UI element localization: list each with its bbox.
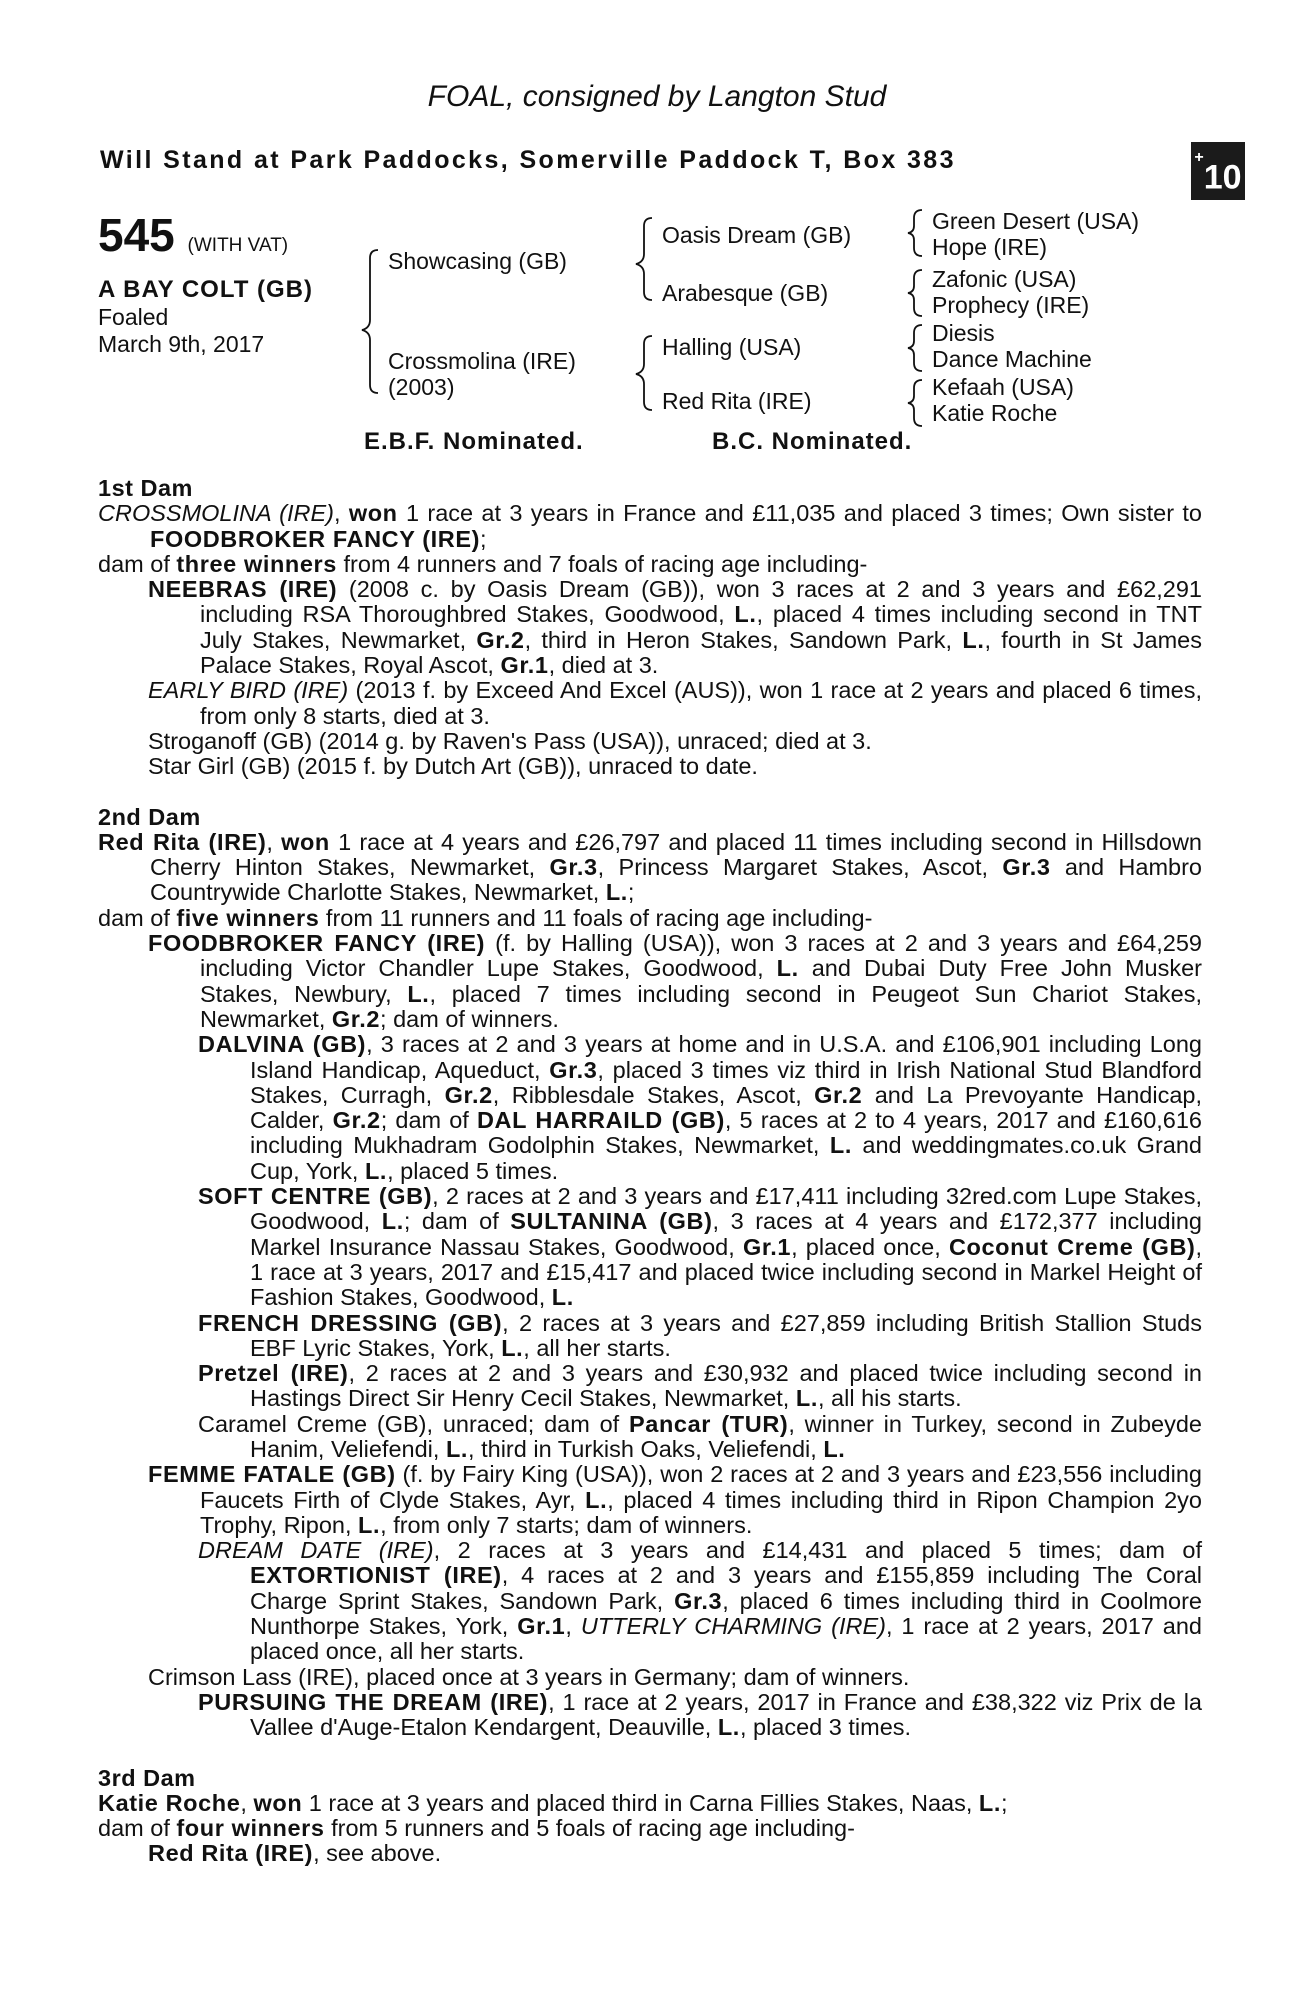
text: dam of	[98, 1815, 177, 1842]
first-dam-produce-summary	[98, 550, 1202, 577]
grade: Gr.3	[549, 1056, 598, 1083]
produce-neebras	[148, 576, 1203, 679]
horse-name: DALVINA (GB)	[198, 1031, 367, 1058]
text: ,	[565, 1613, 581, 1640]
produce-dream-date	[198, 1537, 1202, 1665]
horse-name: DREAM DATE (IRE)	[198, 1537, 434, 1564]
text: , placed 3 times viz third in Irish National Stud Blandford Stakes, Curragh,	[250, 1056, 1202, 1108]
pedigree-dam-dam: Red Rita (IRE)	[662, 388, 812, 414]
pedigree-dam-sire: Halling (USA)	[662, 334, 802, 360]
horse-name: Pretzel (IRE)	[198, 1360, 349, 1387]
text: , placed 4 times including second in TNT July Stakes, Newmarket,	[200, 601, 1202, 653]
grade: L.	[358, 1511, 381, 1538]
text: , Princess Margaret Stakes, Ascot,	[597, 854, 1003, 881]
second-dam-name: Red Rita (IRE)	[98, 828, 267, 855]
grade: L.	[501, 1334, 524, 1361]
vat-label: (WITH VAT)	[187, 235, 289, 256]
pedigree-gen3-1: Green Desert (USA)	[932, 208, 1140, 234]
text: , fourth in St James Palace Stakes, Royal Ascot,	[200, 626, 1202, 679]
grade: L.	[978, 1789, 1001, 1816]
pedigree-sire-dam: Arabesque (GB)	[662, 280, 829, 306]
text: , Ribblesdale Stakes, Ascot,	[492, 1081, 815, 1108]
text: ; dam of winners.	[380, 1005, 559, 1032]
text: , placed once,	[791, 1233, 949, 1260]
third-dam-heading: 3rd Dam	[98, 1764, 196, 1791]
horse-name: EXTORTIONIST (IRE)	[250, 1562, 502, 1589]
text: , 2 races at 3 years and £14,431 and placed 5 times; dam of	[433, 1537, 1202, 1564]
grade: L.	[962, 626, 985, 653]
produce-femme-fatale	[148, 1461, 1202, 1538]
horse-name: Red Rita (IRE)	[148, 1840, 314, 1867]
first-dam-heading: 1st Dam	[98, 475, 193, 501]
lot-number-value: 545	[98, 209, 175, 261]
won-label: won	[281, 828, 330, 855]
text: , 2 races at 2 and 3 years and £30,932 and placed twice including second in Hastings Direct Sir Henry Cecil Stakes, Newmarket,	[250, 1360, 1202, 1412]
produce-french-dressing	[198, 1309, 1202, 1362]
second-dam-entry: Red Rita (IRE), won 1 race at 4 years and £26,797 and placed 11 times including second in Hillsdown Cherry Hinton Stakes, Newmarket, Gr.3, Princess Margaret Stakes, Ascot, Gr.3 and Hambro Countrywide Charlotte Stakes, Newmarket, L.;	[98, 828, 1203, 906]
text: , 5 races at 2 to 4 years, 2017 and £160,616 including Mukhadram Godolphin Stakes, Newmarket,	[250, 1107, 1203, 1159]
horse-name: FEMME FATALE (GB)	[148, 1461, 396, 1488]
text: dam of	[98, 904, 177, 931]
consignor-line: FOAL, consigned by Langton Stud	[427, 80, 887, 113]
produce-crimson-lass: Crimson Lass (IRE), placed once at 3 years in Germany; dam of winners.	[148, 1663, 910, 1690]
produce-star-girl: Star Girl (GB) (2015 f. by Dutch Art (GB)), unraced to date.	[148, 753, 758, 780]
punct: ;	[480, 525, 487, 552]
grade: L.	[776, 955, 799, 982]
text: and weddingmates.co.uk Grand Cup, York,	[250, 1132, 1202, 1184]
text: , third in Heron Stakes, Sandown Park,	[524, 626, 963, 653]
won-label: won	[348, 500, 398, 527]
grade: L.	[795, 1385, 818, 1412]
horse-name: UTTERLY CHARMING (IRE)	[580, 1613, 886, 1640]
grade: L.	[585, 1486, 608, 1513]
text: 1 race at 4 years and £26,797 and placed 11 times including second in Hillsdown Cherry Hinton Stakes, Newmarket,	[150, 828, 1203, 881]
brace-gen2-sire	[636, 218, 652, 300]
text: , 1 race at 3 years, 2017 and £15,417 and placed twice including second in Markel Height of Fashion Stakes, Goodwood,	[250, 1233, 1202, 1311]
pedigree-gen3-8: Katie Roche	[932, 400, 1058, 426]
text: (2008 c. by Oasis Dream (GB)), won 3 races at 2 and 3 years and £62,291 including RSA Thoroughbred Stakes, Goodwood,	[200, 576, 1203, 628]
brace-gen3-4	[908, 380, 922, 426]
grade: L.	[605, 879, 628, 906]
won-label: won	[253, 1789, 303, 1816]
pedigree-gen3-3: Zafonic (USA)	[932, 266, 1077, 292]
text: from 4 runners and 7 foals of racing age including-	[336, 550, 868, 577]
sister-name: FOODBROKER FANCY (IRE)	[150, 525, 481, 552]
text: and Hambro Countrywide Charlotte Stakes, Newmarket,	[150, 854, 1202, 906]
pedigree-gen3-5: Diesis	[932, 320, 995, 346]
produce-early-bird	[148, 677, 1202, 729]
grade: Gr.2	[814, 1081, 863, 1108]
horse-name: FRENCH DRESSING (GB)	[198, 1309, 503, 1336]
grade: L.	[364, 1157, 388, 1184]
text: , 1 race at 2 years, 2017 in France and £38,322 viz Prix de la Vallee d'Auge-Etalon Kendargent, Deauville,	[250, 1688, 1202, 1741]
brace-gen2-dam	[636, 336, 652, 410]
text: ; dam of	[403, 1208, 511, 1235]
pedigree-dam-year: (2003)	[388, 374, 455, 400]
bc-nominated: B.C. Nominated.	[712, 428, 913, 455]
grade: L.	[823, 1435, 846, 1462]
horse-name: Coconut Creme (GB)	[948, 1233, 1196, 1260]
grade: L.	[407, 980, 430, 1007]
winners-count: three winners	[176, 550, 337, 577]
grade: Gr.3	[549, 854, 598, 881]
horse-name: DAL HARRAILD (GB)	[476, 1107, 725, 1134]
text: , 2 races at 3 years and £27,859 including British Stallion Studs EBF Lyric Stakes, York,	[250, 1309, 1202, 1361]
first-dam-name: CROSSMOLINA (IRE)	[98, 500, 334, 527]
text: ;	[1001, 1789, 1008, 1816]
produce-dalvina	[198, 1031, 1203, 1184]
first-dam-entry: CROSSMOLINA (IRE), won 1 race at 3 years in France and £11,035 and placed 3 times; Own sister to FOODBROKER FANCY (IRE);	[98, 500, 1203, 552]
pedigree-gen3-4: Prophecy (IRE)	[932, 292, 1090, 318]
winners-count: four winners	[176, 1815, 325, 1842]
third-dam-name: Katie Roche	[98, 1789, 241, 1816]
text: 1 race at 3 years and placed third in Carna Fillies Stakes, Naas,	[302, 1789, 979, 1816]
brace-gen1	[362, 250, 378, 393]
produce-foodbroker-fancy	[148, 930, 1202, 1032]
text: , 3 races at 4 years and £172,377 including Markel Insurance Nassau Stakes, Goodwood,	[250, 1208, 1202, 1260]
second-dam-produce-summary	[98, 904, 1202, 931]
text: , 3 races at 2 and 3 years at home and in U.S.A. and £106,901 including Long Island Handicap, Aqueduct,	[250, 1031, 1202, 1083]
grade: Gr.1	[517, 1613, 566, 1640]
badge-plus: +	[1194, 149, 1204, 166]
text: and Dubai Duty Free John Musker Stakes, Newbury,	[200, 955, 1202, 1007]
grade: L.	[829, 1132, 852, 1159]
grade: Gr.2	[332, 1107, 381, 1134]
ebf-nominated: E.B.F. Nominated.	[364, 428, 584, 455]
pedigree-gen3-6: Dance Machine	[932, 346, 1092, 372]
grade: Gr.2	[476, 626, 525, 653]
foaled-date: March 9th, 2017	[98, 331, 265, 357]
second-dam-heading: 2nd Dam	[98, 803, 201, 830]
text: ;	[627, 879, 635, 906]
grade: L.	[717, 1714, 740, 1741]
third-dam-entry: Katie Roche, won 1 race at 3 years and placed third in Carna Fillies Stakes, Naas, L.;	[98, 1789, 1008, 1816]
text: , placed 6 times including third in Coolmore Nunthorpe Stakes, York,	[250, 1587, 1202, 1640]
produce-red-rita	[148, 1840, 1202, 1867]
grade: Gr.3	[1002, 854, 1051, 881]
text: , placed 5 times.	[387, 1157, 559, 1184]
produce-stroganoff: Stroganoff (GB) (2014 g. by Raven's Pass (USA)), unraced; died at 3.	[148, 727, 872, 754]
grade: L.	[551, 1284, 574, 1311]
horse-name: FOODBROKER FANCY (IRE)	[148, 930, 486, 957]
horse-name: EARLY BIRD (IRE)	[148, 677, 349, 704]
text: from 11 runners and 11 foals of racing age including-	[319, 904, 873, 931]
grade: Gr.1	[742, 1233, 792, 1260]
text: , all his starts.	[817, 1385, 962, 1412]
text: and La Prevoyante Handicap, Calder,	[250, 1081, 1203, 1134]
first-dam-intro: 1 race at 3 years in France and £11,035 and placed 3 times; Own sister to	[397, 500, 1203, 527]
pedigree-sire-sire: Oasis Dream (GB)	[662, 222, 852, 248]
text: (f. by Fairy King (USA)), won 2 races at 2 and 3 years and £23,556 including Faucets Firth of Clyde Stakes, Ayr,	[200, 1461, 1202, 1513]
stand-location: Will Stand at Park Paddocks, Somerville Paddock T, Box 383	[100, 146, 956, 174]
text: , see above.	[313, 1840, 442, 1867]
produce-pretzel	[198, 1360, 1202, 1412]
text: , third in Turkish Oaks, Veliefendi,	[468, 1435, 824, 1462]
text: dam of	[98, 550, 177, 577]
horse-name: SOFT CENTRE (GB)	[198, 1183, 433, 1210]
third-dam-produce-summary	[98, 1815, 1202, 1842]
horse-name: SULTANINA (GB)	[510, 1208, 713, 1235]
grade: L.	[445, 1435, 469, 1462]
catalogue-body	[98, 476, 1202, 1867]
text: from 5 runners and 5 foals of racing age including-	[324, 1815, 855, 1842]
pedigree-sire: Showcasing (GB)	[388, 248, 567, 274]
text: , 1 race at 2 years, 2017 and placed once, all her starts.	[250, 1613, 1202, 1665]
horse-name: Pancar (TUR)	[629, 1410, 789, 1437]
horse-name: NEEBRAS (IRE)	[148, 576, 338, 603]
foaled-label: Foaled	[98, 304, 169, 330]
produce-pursuing-the-dream	[198, 1688, 1202, 1741]
produce-caramel-creme	[198, 1410, 1202, 1463]
text: , from only 7 starts; dam of winners.	[380, 1511, 753, 1538]
grade: L.	[381, 1208, 404, 1235]
text: (f. by Halling (USA)), won 3 races at 2 and 3 years and £64,259 including Victor Chandler Lupe Stakes, Goodwood,	[200, 930, 1202, 982]
pedigree-gen3-2: Hope (IRE)	[932, 234, 1048, 260]
grade: Gr.2	[331, 1005, 381, 1032]
text: , placed 3 times.	[739, 1714, 912, 1741]
text: , died at 3.	[548, 652, 659, 679]
text: ; dam of	[380, 1107, 477, 1134]
grade: L.	[734, 601, 757, 628]
text: , winner in Turkey, second in Zubeyde Hanim, Veliefendi,	[250, 1410, 1202, 1462]
text: , placed 7 times including second in Peugeot Sun Chariot Stakes, Newmarket,	[200, 980, 1202, 1032]
grade: Gr.3	[674, 1587, 723, 1614]
text: , 4 races at 2 and 3 years and £155,859 including The Coral Charge Sprint Stakes, Sandown Park,	[250, 1562, 1202, 1614]
brace-gen3-2	[908, 270, 922, 316]
grade: Gr.2	[444, 1081, 493, 1108]
brace-gen3-1	[908, 210, 922, 256]
pedigree-braces	[0, 0, 1314, 470]
produce-soft-centre	[198, 1183, 1203, 1311]
text: (2013 f. by Exceed And Excel (AUS)), won 1 race at 2 years and placed 6 times, from only 8 starts, died at 3.	[200, 677, 1202, 729]
text: , 2 races at 2 and 3 years and £17,411 including 32red.com Lupe Stakes, Goodwood,	[250, 1183, 1203, 1235]
text: Caramel Creme (GB), unraced; dam of	[198, 1410, 629, 1437]
pedigree-gen3-7: Kefaah (USA)	[932, 374, 1074, 400]
winners-count: five winners	[176, 904, 320, 931]
text: , placed 4 times including third in Ripon Champion 2yo Trophy, Ripon,	[200, 1486, 1202, 1538]
horse-name: PURSUING THE DREAM (IRE)	[198, 1688, 549, 1715]
grade: Gr.1	[500, 652, 549, 679]
horse-description: A BAY COLT (GB)	[98, 276, 314, 303]
brace-gen3-3	[908, 325, 922, 371]
text: , all her starts.	[523, 1334, 671, 1361]
badge-number: 10	[1203, 158, 1242, 197]
pedigree-dam: Crossmolina (IRE)	[388, 348, 576, 374]
